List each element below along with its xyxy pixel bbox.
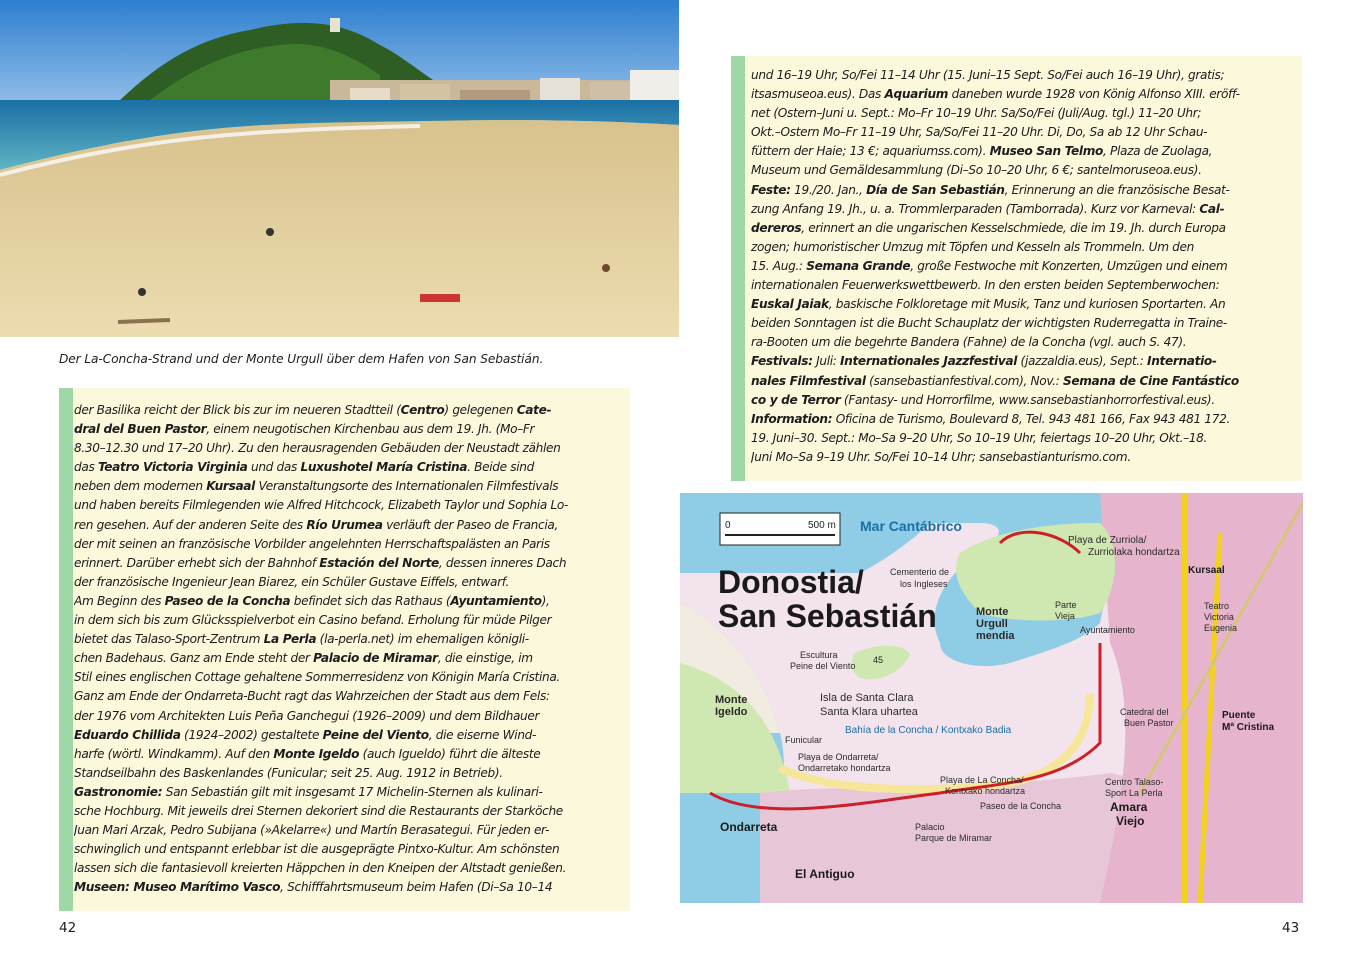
right-text-line: 15. Aug.: Semana Grande, große Festwoche mit Konzerten, Umzügen und einem — [751, 258, 1228, 273]
paseo-concha-label: Paseo de la Concha — [980, 801, 1062, 811]
isla-label-2: Santa Klara uhartea — [820, 706, 918, 718]
right-text-line: dereros, erinnert an die ungarischen Kesselschmiede, die im 19. Jh. durch Europa — [751, 220, 1226, 235]
box-accent-bar — [59, 388, 73, 911]
right-text-line: ra-Booten um die begehrte Bandera (Fahne) de la Concha (vgl. auch S. 47). — [751, 335, 1187, 350]
right-text-line: Feste: 19./20. Jan., Día de San Sebastián, Erinnerung an die französische Besat- — [751, 182, 1230, 197]
palacio-label-2: Parque de Miramar — [915, 833, 993, 843]
antiguo-label: El Antiguo — [795, 867, 855, 881]
parte-vieja-label-2: Vieja — [1055, 611, 1075, 621]
left-text-line: der französische Ingenieur Jean Biarez, ein Schüler Gustave Eiffels, entwarf. — [74, 574, 509, 589]
monte-igeldo-label-2: Igeldo — [715, 706, 748, 718]
right-text-line: itsasmuseoa.eus). Das Aquarium daneben wurde 1928 von König Alfonso XIII. eröff- — [751, 87, 1240, 102]
right-text-line: zung Anfang 19. Jh., u. a. Trommlerparaden (Tamborrada). Kurz vor Karneval: Cal- — [751, 201, 1225, 216]
talaso-label-2: Sport La Perla — [1105, 788, 1163, 798]
palacio-label: Palacio — [915, 822, 945, 832]
monte-urgull-label-2: Urgull — [976, 618, 1008, 630]
right-text-line: Euskal Jaiak, baskische Folkloretage mit Musik, Tanz und kuriosen Sportarten. An — [751, 297, 1226, 312]
info-box-left — [59, 388, 630, 911]
left-text-line: chen Badehaus. Ganz am Ende steht der Palacio de Miramar, die einstige, im — [74, 651, 533, 666]
amara-label-2: Viejo — [1116, 814, 1145, 828]
right-text-line: zogen; humoristischer Umzug mit Töpfen und Kesseln als Trommeln. Um den — [751, 239, 1195, 254]
scale-end-label: 500 m — [808, 520, 836, 531]
right-text-line: beiden Sonntagen ist die Bucht Schauplatz der wichtigsten Ruderregatta in Traine- — [751, 316, 1227, 331]
map-title-line2: San Sebastián — [718, 598, 937, 634]
kursaal-label: Kursaal — [1188, 565, 1225, 576]
left-text-line: das Teatro Victoria Virginia und das Luxushotel María Cristina. Beide sind — [74, 460, 534, 475]
monte-igeldo-label: Monte — [715, 694, 748, 706]
left-text-line: Am Beginn des Paseo de la Concha befindet sich das Rathaus (Ayuntamiento), — [74, 593, 550, 608]
ayuntamiento-label: Ayuntamiento — [1080, 625, 1135, 635]
right-text-line: füttern der Haie; 13 €; aquariumss.com). Museo San Telmo, Plaza de Zuolaga, — [751, 144, 1213, 159]
left-text-line: Museen: Museo Marítimo Vasco, Schifffahrtsmuseum beim Hafen (Di–Sa 10–14 — [74, 880, 553, 895]
left-text-line: Standseilbahn des Baskenlandes (Funicular; seit 25. Aug. 1912 in Betrieb). — [74, 765, 503, 780]
beach-photo — [0, 0, 679, 337]
left-text-line: harfe (wörtl. Windkamm). Auf den Monte Igeldo (auch Igueldo) führt die älteste — [74, 746, 541, 761]
parte-vieja-label: Parte — [1055, 600, 1077, 610]
left-text-line: Ganz am Ende der Ondarreta-Bucht ragt das Wahrzeichen der Stadt aus dem Fels: — [74, 689, 550, 704]
left-text-line: Juan Mari Arzak, Pedro Subijana (»Akelarre«) und Martín Berasategui. Für jeden er- — [74, 823, 550, 838]
puente-mc-label-2: Mª Cristina — [1222, 722, 1275, 733]
scale-start-label: 0 — [725, 520, 731, 531]
amara-label: Amara — [1110, 800, 1148, 814]
info-box-right — [731, 56, 1302, 481]
concha-beach-label-2: Kontxako hondartza — [945, 786, 1026, 796]
teatro-label-2: Victoria — [1204, 612, 1234, 622]
sea-label: Mar Cantábrico — [860, 518, 962, 534]
page-number-right: 43 — [1282, 920, 1300, 936]
catedral-label: Catedral del — [1120, 707, 1169, 717]
marker-45: 45 — [873, 655, 884, 665]
concha-beach-label: Playa de La Concha/ — [940, 775, 1024, 785]
right-text-line: internationalen Feuerwerkswettbewerb. In den ersten beiden Septemberwochen: — [751, 278, 1220, 293]
box-accent-bar — [731, 56, 745, 481]
cementerio-label: Cementerio de — [890, 567, 950, 577]
body-text-left — [74, 401, 623, 897]
right-text-line: 19. Juni–30. Sept.: Mo–Sa 9–20 Uhr, So 10–19 Uhr, feiertags 10–20 Uhr, Okt.–18. — [751, 430, 1208, 445]
zurriola-label: Playa de Zurriola/ — [1068, 535, 1147, 546]
city-map-drawing — [680, 493, 1303, 903]
right-text-line: Information: Oficina de Turismo, Boulevard 8, Tel. 943 481 166, Fax 943 481 172. — [751, 411, 1231, 426]
right-text-line: net (Ostern–Juni u. Sept.: Mo–Fr 10–19 Uhr. Sa/So/Fei (Juli/Aug. tgl.) 11–20 Uhr; — [751, 106, 1202, 121]
left-text-line: sche Hochburg. Mit jeweils drei Sternen dekoriert sind die Restaurants der Starköche — [74, 803, 563, 818]
isla-label: Isla de Santa Clara — [820, 692, 914, 704]
left-text-line: Eduardo Chillida (1924–2002) gestaltete Peine del Viento, die eiserne Wind- — [74, 727, 537, 742]
ondarreta-beach-label-2: Ondarretako hondartza — [798, 763, 891, 773]
map-title-line1: Donostia/ — [718, 564, 864, 600]
body-text-right — [751, 66, 1299, 467]
left-text-line: Stil eines englischen Cottage gehaltene Sommerresidenz von Königin María Cristina. — [74, 670, 560, 685]
escultura-label-2: Peine del Viento — [790, 661, 856, 671]
puente-mc-label: Puente — [1222, 710, 1256, 721]
left-text-line: der 1976 vom Architekten Luis Peña Ganchegui (1926–2009) und dem Bildhauer — [74, 708, 540, 723]
talaso-label: Centro Talaso- — [1105, 777, 1164, 787]
right-text-line: Festivals: Juli: Internationales Jazzfestival (jazzaldia.eus), Sept.: Internatio- — [751, 354, 1217, 369]
page-number-left: 42 — [59, 920, 77, 936]
photo-caption: Der La-Concha-Strand und der Monte Urgull über dem Hafen von San Sebastián. — [59, 352, 544, 366]
funicular-label: Funicular — [785, 735, 823, 745]
right-text-line: Juni Mo–Sa 9–19 Uhr. So/Fei 10–14 Uhr; sansebastianturismo.com. — [751, 449, 1131, 464]
catedral-label-2: Buen Pastor — [1124, 718, 1174, 728]
zurriola-label-2: Zurriolaka hondartza — [1088, 547, 1180, 558]
teatro-label-3: Eugenia — [1204, 623, 1238, 633]
left-text-line: und haben bereits Filmlegenden wie Alfred Hitchcock, Elizabeth Taylor und Sophia Lo- — [74, 498, 569, 513]
right-text-line: nales Filmfestival (sansebastianfestival.com), Nov.: Semana de Cine Fantástico — [751, 373, 1239, 388]
right-text-line: co y de Terror (Fantasy- und Horrorfilme, www.sansebastianhorrorfestival.eus). — [751, 392, 1215, 407]
left-text-line: lassen sich die fantasievoll kreierten Häppchen in den Kneipen der Altstadt genießen. — [74, 861, 567, 876]
left-text-line: 8.30–12.30 und 17–20 Uhr). Zu den herausragenden Gebäuden der Neustadt zählen — [74, 441, 561, 456]
left-text-line: der mit seinen an französische Vorbilder angelehnten Herrschaftspalästen an Paris — [74, 536, 550, 551]
left-text-line: bietet das Talaso-Sport-Zentrum La Perla (la-perla.net) im ehemaligen königli- — [74, 632, 529, 647]
left-text-line: erinnert. Darüber erhebt sich der Bahnhof Estación del Norte, dessen inneres Dach — [74, 555, 567, 570]
left-text-line: der Basilika reicht der Blick bis zur im neueren Stadtteil (Centro) gelegenen Cate- — [74, 403, 552, 417]
teatro-label: Teatro — [1204, 601, 1230, 611]
mendia-label: mendia — [976, 630, 1015, 642]
beach-photo-illustration — [0, 0, 679, 337]
city-map — [680, 493, 1303, 903]
right-text-line: Museum und Gemäldesammlung (Di–So 10–20 Uhr, 6 €; santelmoruseoa.eus). — [751, 163, 1202, 178]
left-text-line: schwinglich und entspannt erlebbar ist die ausgeprägte Pintxo-Kultur. Am schönsten — [74, 842, 560, 857]
cementerio-label-2: los Ingleses — [900, 579, 948, 589]
right-text-line: Okt.–Ostern Mo–Fr 11–19 Uhr, Sa/So/Fei 11–20 Uhr. Di, Do, Sa ab 12 Uhr Schau- — [751, 125, 1208, 140]
escultura-label: Escultura — [800, 650, 838, 660]
left-text-line: ren gesehen. Auf der anderen Seite des Río Urumea verläuft der Paseo de Francia, — [74, 517, 558, 532]
left-text-line: neben dem modernen Kursaal Veranstaltungsorte des Internationalen Filmfestivals — [74, 479, 559, 494]
left-text-line: Gastronomie: San Sebastián gilt mit insgesamt 17 Michelin-Sternen als kulinari- — [74, 784, 543, 799]
ondarreta-label: Ondarreta — [720, 820, 778, 834]
ondarreta-beach-label: Playa de Ondarreta/ — [798, 752, 879, 762]
right-text-line: und 16–19 Uhr, So/Fei 11–14 Uhr (15. Juni–15 Sept. So/Fei auch 16–19 Uhr), gratis; — [751, 68, 1225, 82]
left-text-line: dral del Buen Pastor, einem neugotischen Kirchenbau aus dem 19. Jh. (Mo–Fr — [74, 422, 535, 437]
bahia-label: Bahía de la Concha / Kontxako Badia — [845, 725, 1012, 736]
monte-urgull-label: Monte — [976, 606, 1009, 618]
left-text-line: in dem sich bis zum Glücksspielverbot ein Casino befand. Erholung für müde Pilger — [74, 613, 552, 628]
